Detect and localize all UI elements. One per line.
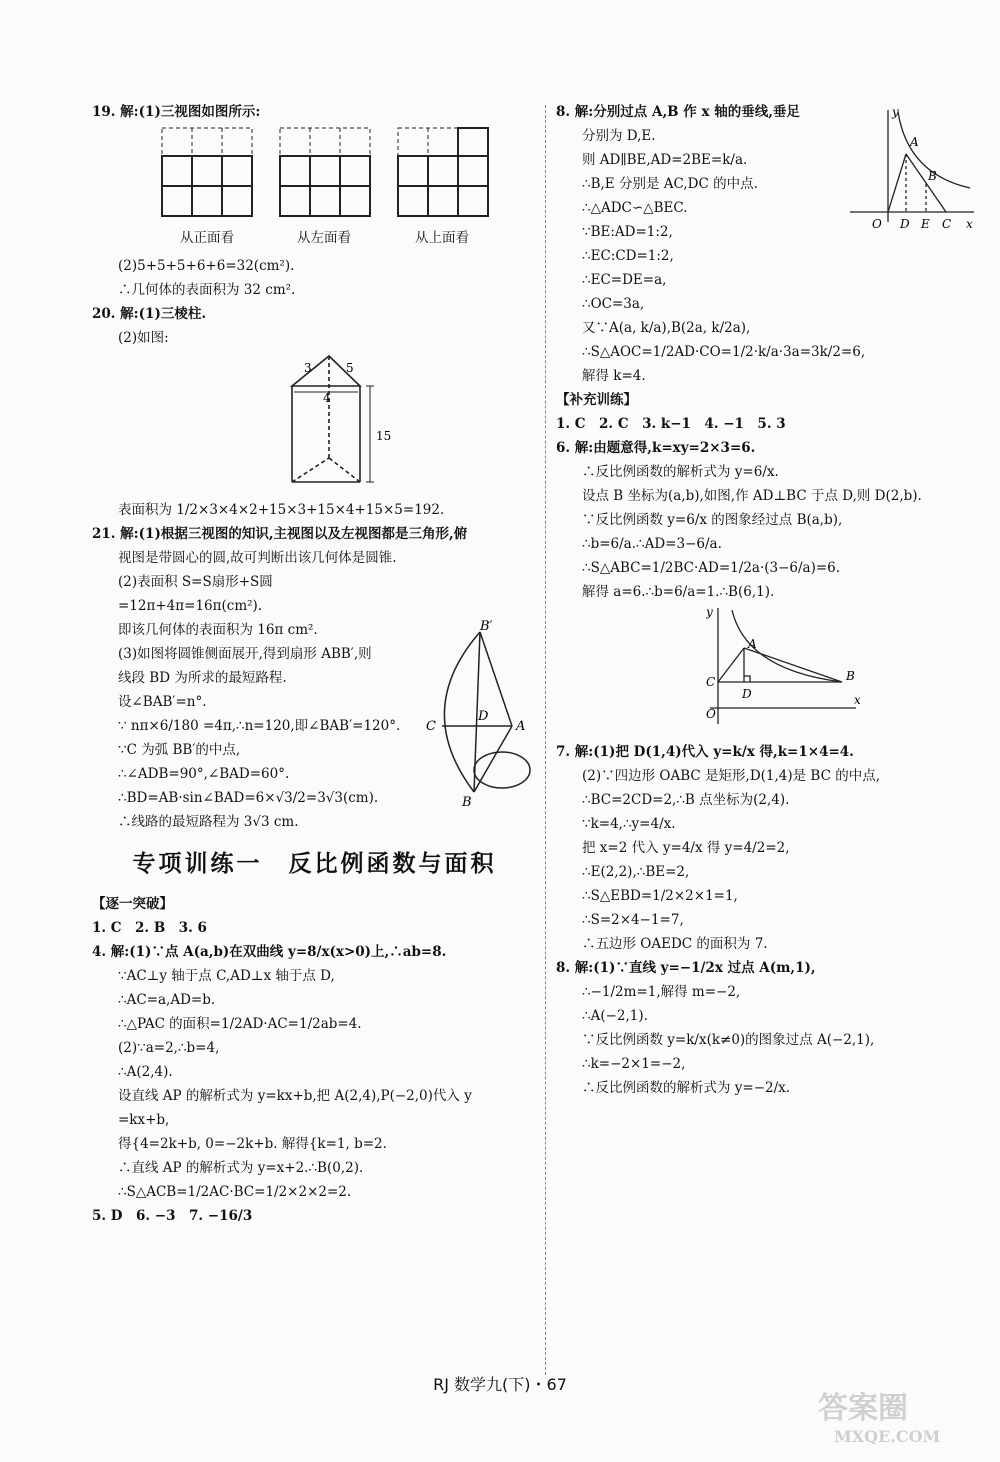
q20-line3: 表面积为 1/2×3×4×2+15×3+15×4+15×5=192. xyxy=(118,502,445,518)
q4-line3: ∴AC=a,AD=b. xyxy=(118,992,216,1008)
view-label-top: 从上面看 xyxy=(415,230,469,246)
q8a-line8: ∴EC=DE=a, xyxy=(582,272,667,288)
g1-label-y: y xyxy=(892,105,899,119)
cone-label-c: C xyxy=(426,719,436,734)
g2-label-x: x xyxy=(854,693,861,707)
q4-line1: 4. 解:(1)∵点 A(a,b)在双曲线 y=8/x(x>0)上,∴ab=8. xyxy=(92,944,447,960)
subsection-buchong: 【补充训练】 xyxy=(556,392,637,408)
q19-line3: ∴几何体的表面积为 32 cm². xyxy=(118,282,296,298)
q7-line8: ∴S=2×4−1=7, xyxy=(582,912,684,928)
q19-line1: 19. 解:(1)三视图如图所示: xyxy=(92,104,261,120)
g2-label-c: C xyxy=(706,675,716,689)
q21-line10: ∵C 为弧 BB′的中点, xyxy=(118,742,241,758)
g1-label-a: A xyxy=(910,135,919,149)
q8a-line6: ∵BE:AD=1:2, xyxy=(582,224,673,240)
q8a-line9: ∴OC=3a, xyxy=(582,296,645,312)
q7-line1: 7. 解:(1)把 D(1,4)代入 y=k/x 得,k=1×4=4. xyxy=(556,744,854,760)
q6-line4: ∵反比例函数 y=6/x 的图象经过点 B(a,b), xyxy=(582,512,843,528)
q6-line3: 设点 B 坐标为(a,b),如图,作 AD⊥BC 于点 D,则 D(2,b). xyxy=(582,488,922,504)
q7-line6: ∴E(2,2),∴BE=2, xyxy=(582,864,690,880)
g2-label-d: D xyxy=(742,687,752,701)
q6-line7: 解得 a=6.∴b=6/a=1.∴B(6,1). xyxy=(582,584,775,600)
q19-three-views-figure xyxy=(92,124,532,224)
left-column xyxy=(92,100,537,1228)
g2-label-b: B xyxy=(846,669,855,683)
q21-line4: =12π+4π=16π(cm²). xyxy=(118,598,263,614)
g2-label-o: O xyxy=(706,707,716,721)
q8b-line6: ∴反比例函数的解析式为 y=−2/x. xyxy=(582,1080,791,1096)
cone-label-b: B xyxy=(462,795,472,810)
q4-line8: =kx+b, xyxy=(118,1112,170,1128)
q6-line6: ∴S△ABC=1/2BC·AD=1/2a·(3−6/a)=6. xyxy=(582,560,841,576)
q21-line12: ∴BD=AB·sin∠BAD=6×√3/2=3√3(cm). xyxy=(118,790,379,806)
q8b-line1: 8. 解:(1)∵直线 y=−1/2x 过点 A(m,1), xyxy=(556,960,816,976)
q21-line6: (3)如图将圆锥侧面展开,得到扇形 ABB′,则 xyxy=(118,646,372,662)
q8a-line11: ∴S△AOC=1/2AD·CO=1/2·k/a·3a=3k/2=6, xyxy=(582,344,866,360)
q20-line1: 20. 解:(1)三棱柱. xyxy=(92,306,207,322)
q4-line10: ∴直线 AP 的解析式为 y=x+2.∴B(0,2). xyxy=(118,1160,364,1176)
q21-cone-sector-figure xyxy=(422,620,542,810)
answers-buchong-1-5: 1. C 2. C 3. k−1 4. −1 5. 3 xyxy=(556,416,786,432)
answers-5-7: 5. D 6. −3 7. −16/3 xyxy=(92,1208,253,1224)
q20-prism-figure xyxy=(92,350,532,490)
watermark-text-cn: 答案圈 xyxy=(818,1391,908,1426)
q6-graph-figure xyxy=(706,604,866,732)
q7-line7: ∴S△EBD=1/2×2×1=1, xyxy=(582,888,738,904)
q4-line7: 设直线 AP 的解析式为 y=kx+b,把 A(2,4),P(−2,0)代入 y xyxy=(118,1088,472,1104)
q4-line9: 得{4=2k+b, 0=−2k+b. 解得{k=1, b=2. xyxy=(118,1136,387,1152)
q8a-graph-figure xyxy=(848,104,976,234)
g2-label-y: y xyxy=(706,605,713,619)
q8b-line4: ∵反比例函数 y=k/x(k≠0)的图象过点 A(−2,1), xyxy=(582,1032,875,1048)
q21-line1: 21. 解:(1)根据三视图的知识,主视图以及左视图都是三角形,俯 xyxy=(92,526,468,542)
q8a-line10: 又∵A(a, k/a),B(2a, k/2a), xyxy=(582,320,751,336)
watermark-text-en: MXQE.COM xyxy=(834,1427,941,1446)
g1-label-x: x xyxy=(966,217,973,231)
prism-label-4: 4 xyxy=(323,391,331,405)
g1-label-o: O xyxy=(872,217,882,231)
q6-line2: ∴反比例函数的解析式为 y=6/x. xyxy=(582,464,779,480)
q7-line4: ∵k=4,∴y=4/x. xyxy=(582,816,676,832)
q8a-line7: ∴EC:CD=1:2, xyxy=(582,248,674,264)
q21-line9: ∵ nπ×6/180 =4π,∴n=120,即∠BAB′=120°. xyxy=(118,718,401,734)
q6-line5: ∴b=6/a.∴AD=3−6/a. xyxy=(582,536,722,552)
q4-line6: ∴A(2,4). xyxy=(118,1064,173,1080)
cone-label-bprime: B′ xyxy=(480,620,493,634)
view-label-front: 从正面看 xyxy=(180,230,234,246)
q4-line5: (2)∵a=2,∴b=4, xyxy=(118,1040,220,1056)
q8a-line2: 分别为 D,E. xyxy=(582,128,656,144)
watermark-logo xyxy=(812,1380,982,1450)
g1-label-d: D xyxy=(900,217,910,231)
q4-line4: ∴△PAC 的面积=1/2AD·AC=1/2ab=4. xyxy=(118,1016,362,1032)
q21-line7: 线段 BD 为所求的最短路程. xyxy=(118,670,287,686)
q7-line3: ∴BC=2CD=2,∴B 点坐标为(2,4). xyxy=(582,792,790,808)
q20-line2: (2)如图: xyxy=(118,330,169,346)
prism-label-15: 15 xyxy=(376,429,392,443)
q21-line11: ∴∠ADB=90°,∠BAD=60°. xyxy=(118,766,290,782)
g2-label-a: A xyxy=(748,637,757,651)
q8a-line4: ∴B,E 分别是 AC,DC 的中点. xyxy=(582,176,758,192)
right-column xyxy=(556,100,976,1100)
q8b-line5: ∴k=−2×1=−2, xyxy=(582,1056,686,1072)
q21-line3: (2)表面积 S=S扇形+S圆 xyxy=(118,574,273,590)
q8a-block xyxy=(556,100,976,388)
q8a-line3: 则 AD∥BE,AD=2BE=k/a. xyxy=(582,152,748,168)
view-label-left: 从左面看 xyxy=(297,230,351,246)
q4-line11: ∴S△ACB=1/2AC·BC=1/2×2×2=2. xyxy=(118,1184,352,1200)
q21-line8: 设∠BAB′=n°. xyxy=(118,694,207,710)
q7-line5: 把 x=2 代入 y=4/x 得 y=4/2=2, xyxy=(582,840,790,856)
g1-label-e: E xyxy=(921,217,930,231)
q21-line2: 视图是带圆心的圆,故可判断出该几何体是圆锥. xyxy=(118,550,397,566)
q8b-line3: ∴A(−2,1). xyxy=(582,1008,648,1024)
q7-line2: (2)∵四边形 OABC 是矩形,D(1,4)是 BC 的中点, xyxy=(582,768,881,784)
q8a-line1: 8. 解:分别过点 A,B 作 x 轴的垂线,垂足 xyxy=(556,104,800,120)
q21-line5: 即该几何体的表面积为 16π cm². xyxy=(118,622,318,638)
front-view xyxy=(162,128,252,216)
q7-line9: ∴五边形 OAEDC 的面积为 7. xyxy=(582,936,768,952)
top-view xyxy=(398,128,488,216)
prism-label-5: 5 xyxy=(346,361,354,375)
q19-line2: (2)5+5+5+6+6=32(cm²). xyxy=(118,258,295,274)
q4-line2: ∵AC⊥y 轴于点 C,AD⊥x 轴于点 D, xyxy=(118,968,335,984)
q6-line1: 6. 解:由题意得,k=xy=2×3=6. xyxy=(556,440,756,456)
q21-line13: ∴线路的最短路程为 3√3 cm. xyxy=(118,814,299,830)
subsection-zhuyi: 【逐一突破】 xyxy=(92,896,173,912)
prism-label-3: 3 xyxy=(304,361,312,375)
cone-label-d: D xyxy=(478,709,489,724)
g1-label-c: C xyxy=(942,217,952,231)
view-labels xyxy=(92,232,537,254)
q8a-line5: ∴△ADC∽△BEC. xyxy=(582,200,688,216)
answers-1-3: 1. C 2. B 3. 6 xyxy=(92,920,207,936)
section-title: 专项训练一 反比例函数与面积 xyxy=(132,851,497,877)
page-footer: RJ 数学九(下)・67 xyxy=(433,1375,567,1394)
column-divider xyxy=(545,105,546,1375)
q8b-line2: ∴−1/2m=1,解得 m=−2, xyxy=(582,984,741,1000)
cone-label-a: A xyxy=(516,719,526,734)
q8a-line12: 解得 k=4. xyxy=(582,368,646,384)
left-view xyxy=(280,128,370,216)
g1-label-b: B xyxy=(928,169,937,183)
